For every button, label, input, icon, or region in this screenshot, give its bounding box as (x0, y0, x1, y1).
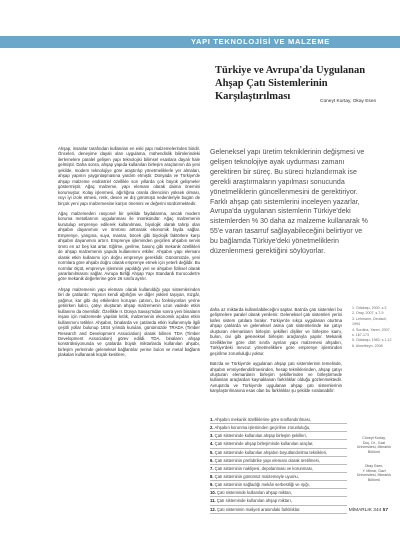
list-item (210, 481, 347, 489)
affiliation-line: Cüneyt Kurtay, (362, 436, 386, 440)
affiliation-line: Y. Mimar, Gazi (362, 468, 386, 473)
reference-item: 6. Almelbeyn, 2008 (352, 343, 383, 348)
reference-item: 2. Oray, 2007, s.7-9 (352, 311, 384, 316)
list-item (210, 465, 347, 473)
list-number: 10. (210, 490, 216, 496)
list-item (210, 424, 347, 432)
list-text: Çatı sisteminin prefabrike yapı elemanı olarak üretilmesi, (214, 457, 320, 463)
affiliation-line: Okay Esen, (364, 464, 384, 468)
reference-item: 4. Sordina, Yaren, 2007, s. 167-173 (352, 327, 391, 338)
reference-item: 3. Lehmann, Deutsch, 1994 (352, 316, 388, 327)
list-item (210, 457, 347, 465)
list-number: 9. (210, 482, 214, 488)
section-banner (0, 36, 400, 48)
paragraph: Ahşap malzemenin yapı elemanı olarak kullanıldığı yapı sistemlerinden biri de çatılardır. Yapının kendi ağırlığını ve diğer yükleri taşıyan, rüzgâr, yağmur, kar gibi dış etkilerden koruyan çatının, bu fonksiyonları yerine getirirken kalıcı, çatıyı oluşturan ahşap malzemenin uzun vadede etkin kullanımı da önemlidir. Özellikle II. Dünya Savaşı'ndan sonra yeni binaların inşası için malzemede yapılan kıtlık, malzemenin ekonomik açıdan etkin kullanımını tetikler. Ahşabın, binalarda ve çatılarda etkin kullanımıyla ilgili çeşitli yollar bulunup 1934 yılında kurulan, günümüzde TRADA (Timber Research and Development Association) olarak bilinen TDA (Timber Development Association) görev edildi. TDA, binaların ahşap konstrüksiyonunda ve çatılarda büyük miktarlarda kullanılan ahşabı, birleşim yerlerinde geleneksel bağlantılar yerine bulon ve metal bağlantı plakaları kullanarak küçük kesitlere, (58, 286, 200, 358)
list-number: 7. (210, 465, 214, 471)
intro-lead: Geleneksel yapı üretim tekniklerinin değişmesi ve gelişen teknolojiye ayak uydurması zamanı gerektiren bir süreç. Bu süreci hızlandırmak ise gerekli araştırmaların yapılması sonucunda yönetmeliklerin güncellenmesini de gerektiriyor. Farklı ahşap çatı sistemlerini inceleyen yazarlar, Avrupa'da uygulanan sistemlerin Türkiye'deki sistemlerden % 30 daha az malzeme kullanarak % 55'e varan tasarruf sağlayabileceğini belirtiyor ve bu bağlamda Türkiye'deki yönetmeliklerin düzenlenmesi gerektiğini söylüyorlar. (210, 149, 368, 256)
title-line-2: Ahşap Çatı Sistemlerinin Karşılaştırılması (215, 78, 328, 102)
difference-list (210, 416, 347, 514)
article-title (215, 64, 400, 103)
list-text: Çatı sisteminin nakliyesi, depolanması ve korunması, (214, 465, 314, 471)
affiliation-line: Doç. Dr., Gazi (362, 440, 386, 445)
list-text: Ahşabın mekanik özelliklerine göre sınıflandırılması, (214, 417, 312, 422)
affiliation-line: Üniversitesi, Mimarlık (356, 473, 392, 478)
page-number: 57 (382, 508, 388, 513)
list-item (210, 506, 347, 514)
section-label: YAPI TEKNOLOJİSİ VE MALZEME (190, 37, 330, 46)
list-text: Çatı sisteminin günümüz malzemeyle uyumu, (214, 473, 299, 479)
list-number: 2. (210, 425, 214, 431)
paragraph: daha az miktarda kullanılabileceğini saptar. Batı'da çatı sistemleri bu gelişmelere paralel olarak yenilenir. Geleneksel çatı sistemleri yerini kafes sistem çatılara bırakır. Türkiye'de sıkça uygulanan oturtma ahşap çatılarda ve geleneksel asma çatı sistemlerinde ise çatıyı oluşturan elemanların birleşim şekilleri dişliler ve birleşme kamı, bulon, civi gibi geleneksel birleşim araçlarıyla yapılır. Mekanik özelliklerine göre dört sınıfa ayrılan yapı malzemesi ahşabın, Türkiye'deki mevcut yönetmeliklere göre emprenye işleminden geçirilme zorunluluğu yoktur. (210, 307, 342, 356)
list-number: 5. (210, 449, 214, 455)
affiliation-line: Üniversitesi, Mimarlık (356, 445, 392, 450)
list-text: Çatı sisteminde kullanılan ahşabın boyutlandırılma teknikleri, (214, 449, 328, 455)
affiliation-line: Bölümü (367, 477, 381, 482)
list-number: 12. (210, 506, 216, 512)
paragraph: Ahşap, insanlar tarafından kullanılan en eski yapı malzemelerinden biridir. Önceleri, deneyime dayalı olan uygulama, mühendislik bilimlerindeki ilerlemelere paralel gelişen yapı teknolojisi bilimsel esaslara dayalı hale gelmiştir. Daha sonra, ahşap yapıda kullanılan birleşim araçlarının da yeni şekilde, modern teknolojiye göre araştırılıp yönetmeliklerle yer almaları, ahşap yapının yaygınlaşmasına yardım etmiştir. Dünyada ve Türkiye'de ahşap malzeme endüstriel özellikle son yıllarda çok büyük gelişmeler göstermiştir. Ağaç malzeme, yapı elemanı olarak daima önemini korumuştur. Kolay işlenmesi, ağırlığına oranla direncinin yüksek olması, ısıyı iyi izole etmesi, renk, desen ve dış görünüşü nedenleriyle bugün de birçok yeni yapı malzemesine karşın önemini ve değerini sürdürmektedir. (58, 146, 200, 206)
list-number: 3. (210, 433, 214, 439)
list-number: 6. (210, 457, 214, 463)
list-item (210, 489, 347, 497)
list-text: Çatı sisteminin sağladığı mekân serbestliği ve ışığı, (214, 482, 310, 488)
reference-item: 5. Odabaşı, 1983, s.1-12 (352, 338, 392, 343)
paragraph: Batı'da ve Türkiye'de uygulanan ahşap çatı sistemlerinin temelinde, ahşabın emniyetlendirilmesinden, hesap tekniklerinden, ahşap çatıyı oluşturan elemanların birleşim şekillerinden ve birleştirmede kullanılan araçlardan kaynaklanan farklılıklar olduğu gözlenmektedir. Avrupa'da ve Türkiye'de uygulanan ahşap çatı sistemlerinin karşılaştırılmasına esas olan bu farklılıklar şu şekilde sıralanabilir: (210, 361, 342, 394)
magazine-name: MİMARLIK 344 (348, 508, 382, 513)
affiliation-line: Bölümü (367, 449, 381, 454)
list-item (210, 473, 347, 481)
list-text: Çatı sisteminde kullanılan ahşap birleşim şekilleri, (214, 433, 307, 439)
authors: Cüneyt Kurtay, Okay Esen (320, 99, 377, 104)
list-text: Çatı sisteminin maliyeti arasındaki farklılıklar. (217, 506, 301, 512)
list-text: Ahşabın korunma işleminden geçirilme zorunluluğu, (214, 425, 311, 431)
references (352, 306, 392, 349)
list-text: Çatı sisteminde kullanılan ahşap miktarı, (216, 498, 292, 504)
list-number: 1. (210, 417, 214, 422)
list-item (210, 440, 347, 448)
title-line-1: Türkiye ve Avrupa'da Uygulanan (215, 65, 366, 76)
list-item (210, 449, 347, 457)
body-column-left (58, 146, 200, 363)
list-number: 4. (210, 441, 214, 447)
list-item (210, 432, 347, 440)
list-text: Çatı sisteminde kullanılan ahşap miktarı, (217, 490, 293, 496)
list-item (210, 416, 347, 424)
author-affiliation (354, 464, 394, 482)
list-number: 11. (210, 498, 216, 504)
page-footer (349, 508, 388, 513)
author-affiliation (354, 436, 394, 454)
paragraph: Ağaç malzemeden rasyonel bir şekilde faydalanma, ancak modern koruma metotlarının uygulanması ile mümkündür. Ağaç malzemenin kurutulup emprenye edilerek kullanılması, biyolojik olarak tahrip olan ahşabın dayanımını ve ömrünü arttırarak ekonomik fayda sağlar. Emprenye, yangına, suya, mantar, böcek gibi biyolojik faktörlere karşı ahşabın dayanımını artırır. Emprenye işleminden geçirilen ahşabın servis ömrü en az beş kat artar. Eğilme, gerilme, basınç gibi mekanik özellikleri de ahşap malzemenin yapıda kullanımını etkiler. Ahşabın yapı elemanı olarak etkin kullanımı için doğru emprenye gereklidir. Günümüzde, yeni normlara göre ahşabı doğru olarak emprenye etmek için yeterli değildir. Bu normlar ölçüt, emprenye işleminin yapıldığı yeri ve ahşabın fiziksel olarak yararlanılmasını sağlar. Avrupa Birliği Ahşap Yapı Standardı Eurocode5'e göre mekanik değerlerine göre 26 sınıfa ayrılır. (58, 210, 200, 282)
list-item (210, 497, 347, 505)
list-text: Çatı sisteminde ahşap birleşiminde kullanılan araçlar, (214, 441, 314, 447)
list-number: 8. (210, 473, 214, 479)
reference-item: 1. Odabaşı, 2000, s.3 (352, 306, 387, 310)
body-column-right (210, 307, 342, 399)
